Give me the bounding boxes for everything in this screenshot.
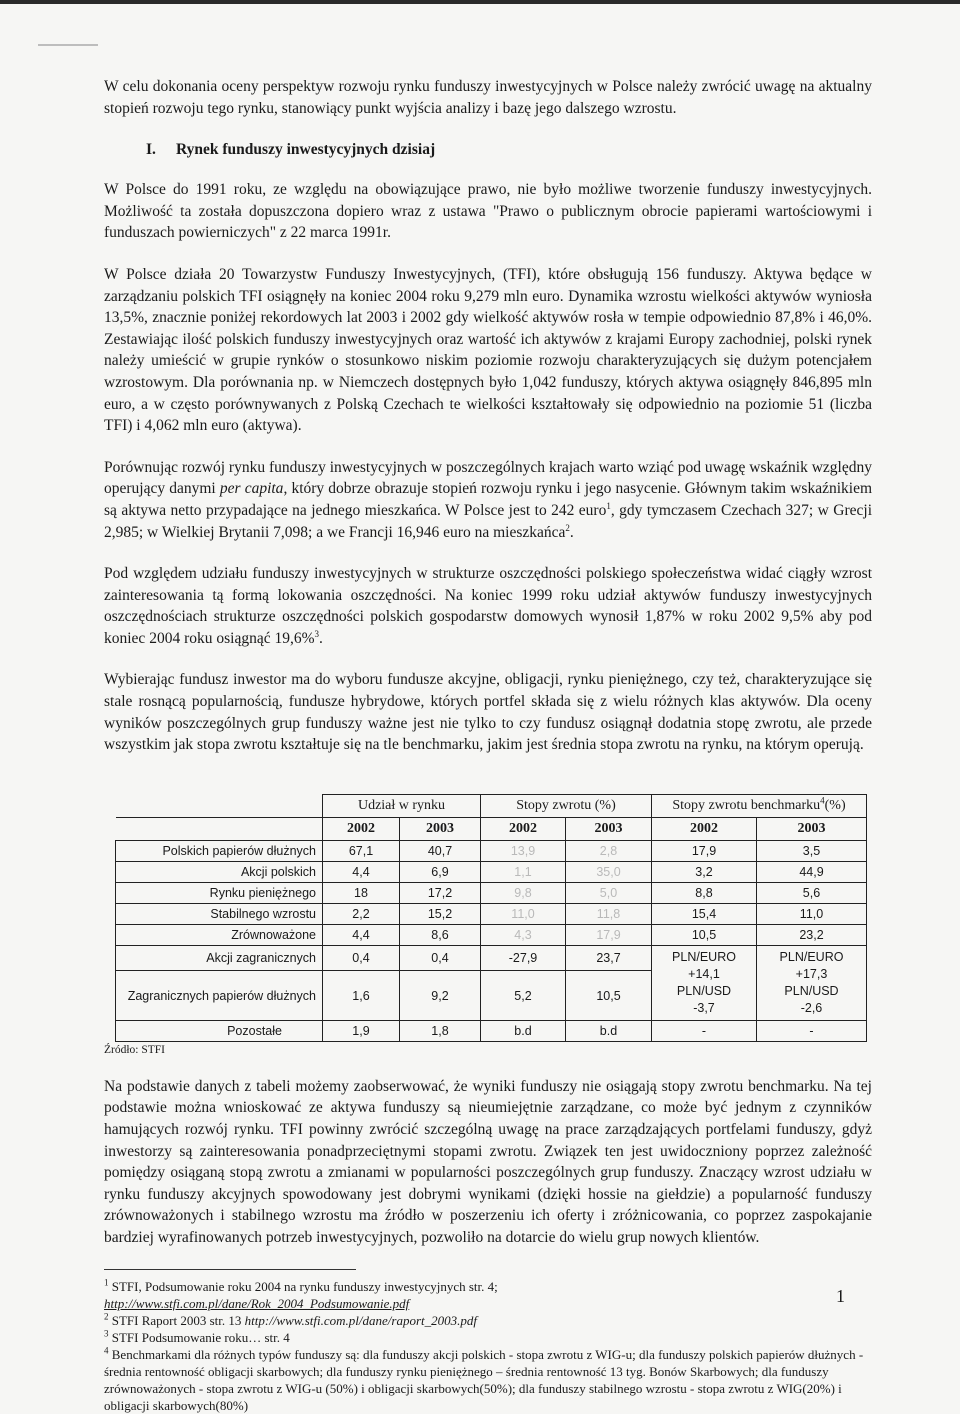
table-cell: 5,0: [566, 882, 652, 903]
table-cell: 10,5: [652, 924, 757, 945]
table-row: [116, 945, 867, 970]
paragraph-2: W Polsce działa 20 Towarzystw Funduszy Inwestycyjnych, (TFI), które obsługują 156 funduszy. Aktywa będące w zarządzaniu polskich TFI osiągnęły na koniec 2004 roku 9,279 mln euro. Dynamika wzrostu wielkości aktywów wyniosła 13,5%, znacznie poniżej rekordowych lat 2003 i 2002 gdy wielkość aktywów rosła w tempie odpowiednio 87,8% i 46,0%. Zestawiając ilość polskich funduszy inwestycyjnych oraz wartość ich aktywów z krajami Europy zachodniej, polski rynek należy umieścić w grupie rynków o stosunkowo niskim poziomie rozwoju charakteryzujących się dużym potencjałem wzrostowym. Dla porównania np. w Niemczech dostępnych było 1,042 funduszy, których aktywa osiągnęły 846,895 mln euro, a w często porównywanych z Polską Czechach te wielkości kształtowały się odpowiednio na poziomie 51 (liczba TFI) i 4,062 mln euro (aktywa).: [104, 265, 872, 435]
footnote-link[interactable]: http://www.stfi.com.pl/dane/raport_2003.pdf: [244, 1312, 477, 1328]
table-cell: 9,8: [481, 882, 566, 903]
row-label: Zrównoważone: [116, 924, 323, 945]
section-title: Rynek funduszy inwestycyjnych dzisiaj: [176, 141, 436, 159]
table-cell: 5,2: [481, 971, 566, 1021]
table-cell: 4,4: [323, 924, 400, 945]
table-cell: 15,2: [400, 903, 481, 924]
table-cell: 18: [323, 882, 400, 903]
table-cell: b.d: [481, 1020, 566, 1041]
table-cell: 44,9: [757, 861, 867, 882]
table-cell: 17,9: [566, 924, 652, 945]
table-cell: 11,0: [757, 903, 867, 924]
intro-paragraph: W celu dokonania oceny perspektyw rozwoju rynku funduszy inwestycyjnych w Polsce należy zwrócić uwagę na aktualny stopień rozwoju tego rynku, stanowiący punkt wyjścia analizy i bazę jego dalszego wzrostu.: [104, 78, 872, 117]
table-cell: 40,7: [400, 840, 481, 861]
table-cell: 10,5: [566, 971, 652, 1021]
table-cell: 4,3: [481, 924, 566, 945]
table-row: [116, 840, 867, 861]
fx-value: -3,7: [693, 1000, 715, 1015]
table-cell: 35,0: [566, 861, 652, 882]
table-cell: 11,8: [566, 903, 652, 924]
footnote-ref-1[interactable]: 1: [606, 500, 611, 511]
p3-text-a: Porównując rozwój rynku funduszy inwestycyjnych w poszczególnych krajach warto wziąć pod uwagę wskaźnik względny operujący danymi: [104, 458, 872, 498]
table-cell: 5,6: [757, 882, 867, 903]
table-cell: 23,2: [757, 924, 867, 945]
p3-text-b: , który dobrze obrazuje stopień rozwoju rynku i jego nasycenie. Głównym takim wskaźnikiem są aktywa netto przypadające na jednego mieszkańca. W Polsce jest to 242 euro: [104, 480, 873, 519]
fx-value: +17,3: [795, 966, 828, 981]
paragraph-6: Na podstawie danych z tabeli możemy zaobserwować, że wyniki funduszy nie osiągają stopy zwrotu benchmarku. Na tej podstawie można wnioskować ze aktywa funduszy są nieumiejętnie zarządzane, co może być jednym z czynników hamujących rozwój rynku. TFI powinny zwrócić szczególną uwagę na prace zarządzających portfelami funduszy, gdyż inwestorzy są zainteresowania ponadprzeciętnymi stopami zwrotu. Związek ten jest uwidoczniony poprzez zależność pomiędzy osiąganą stopą zwrotu a zmianami w popularności poszczególnych grup funduszy. Znaczący wzrost udziału w rynku funduszy akcyjnych spowodowany jest dobrymi wynikami (dzięki hossie na giełdzie) a popularność funduszy zrównoważonych i stabilnego wzrostu ma źródło w poszerzeniu ich oferty i zróżnicowania, co poprzez zaspokajanie bardziej wyrafinowanych potrzeb inwestycyjnych, pozwoliło na dotarcie do wielu grup nowych klientów.: [104, 1077, 872, 1246]
group-header-benchmark: [652, 794, 867, 817]
row-label: Zagranicznych papierów dłużnych: [116, 971, 323, 1021]
table-cell: 2,2: [323, 903, 400, 924]
year-cell: 2002: [481, 817, 566, 840]
table-cell: 8,6: [400, 924, 481, 945]
table-cell: 4,4: [323, 861, 400, 882]
footnote-text: STFI Podsumowanie roku… str. 4: [111, 1329, 290, 1345]
fx-value: +14,1: [688, 966, 720, 981]
footnote-ref-2[interactable]: 2: [565, 522, 570, 533]
footnote-link[interactable]: http://www.stfi.com.pl/dane/Rok_2004_Podsumowanie.pdf: [104, 1295, 410, 1311]
table-cell: 17,9: [652, 840, 757, 861]
table-cell: 0,4: [323, 945, 400, 970]
footnote-divider: [104, 1269, 356, 1270]
benchmark-fx-2002: [652, 945, 757, 1020]
paragraph-3: [104, 457, 872, 543]
footnote-number: 2: [104, 1311, 109, 1322]
paragraph-1: W Polsce do 1991 roku, ze względu na obowiązujące prawo, nie było możliwe tworzenie funduszy inwestycyjnych. Możliwość ta została dopuszczona dopiero wraz z ustawa "Prawo o publicznym obrocie papierami wartościowymi i funduszach powierniczych" z 22 marca 1991r.: [104, 181, 872, 242]
table-source: Źródło: STFI: [104, 1043, 166, 1056]
row-label: Polskich papierów dłużnych: [116, 840, 323, 861]
year-cell: 2002: [323, 817, 400, 840]
section-heading: [146, 139, 872, 161]
year-cell: 2002: [652, 817, 757, 840]
table-cell: 8,8: [652, 882, 757, 903]
row-label: Stabilnego wzrostu: [116, 903, 323, 924]
p3-text-d: .: [569, 523, 574, 541]
year-cell: 2003: [566, 817, 652, 840]
table-cell: 1,8: [400, 1020, 481, 1041]
returns-table: [115, 794, 867, 1042]
footnote-3: [104, 1329, 872, 1346]
table-row: [116, 882, 867, 903]
benchmark-header-unit: (%): [824, 797, 846, 813]
table-row: [116, 861, 867, 882]
table-cell: 1,9: [323, 1020, 400, 1041]
section-number: I.: [146, 141, 156, 159]
table-cell: 3,2: [652, 861, 757, 882]
table-cell: 1,1: [481, 861, 566, 882]
scan-artifact: [38, 44, 98, 46]
table-year-header: [116, 817, 867, 840]
table-cell: 17,2: [400, 882, 481, 903]
table-cell: 0,4: [400, 945, 481, 970]
table-cell: 1,6: [323, 971, 400, 1021]
footnote-ref-4[interactable]: 4: [820, 795, 825, 806]
benchmark-fx-2003: [757, 945, 867, 1020]
table-row: [116, 924, 867, 945]
fx-value: -2,6: [800, 1000, 823, 1015]
footnote-number: 3: [104, 1328, 109, 1339]
table-cell: 2,8: [566, 840, 652, 861]
fx-label: PLN/EURO: [779, 949, 844, 964]
scan-edge: [0, 0, 960, 4]
row-label: Pozostałe: [116, 1020, 323, 1041]
fx-label: PLN/USD: [676, 983, 732, 998]
paragraph-4: [104, 563, 872, 649]
p3-text-c: , gdy tymczasem Czechach 327; w Grecji 2,985; w Wielkiej Brytanii 7,098; a we Francji 16,946 euro na mieszkańca: [104, 501, 873, 541]
fx-label: PLN/EURO: [672, 949, 736, 964]
table-row: [116, 1020, 867, 1041]
group-header-returns: Stopy zwrotu (%): [481, 794, 652, 817]
table-cell: -: [757, 1020, 867, 1041]
table-group-header: [116, 794, 867, 817]
fx-label: PLN/USD: [784, 983, 839, 998]
benchmark-header-text: Stopy zwrotu benchmarku: [672, 797, 821, 813]
footnote-1: [104, 1278, 872, 1312]
footnote-text: STFI, Podsumowanie roku 2004 na rynku funduszy inwestycyjnych str. 4;: [111, 1278, 498, 1294]
footnote-2: [104, 1312, 872, 1329]
footnote-number: 4: [104, 1345, 109, 1356]
table-cell: -27,9: [481, 945, 566, 970]
footnote-text: Benchmarkami dla różnych typów funduszy są: dla funduszy akcji polskich - stopa zwrotu z WIG-u; dla funduszy polskich papierów dłużnych - średnia rentowność obligacji skarbowych; dla funduszy rynku pieniężnego – średnia rentowność 13 tyg. Bonów Skarbowych; dla funduszy zrównoważonych - stopa zwrotu z WIG-u (50%) i obligacji skarbowych(50%); dla funduszy stabilnego wzrostu - stopa zwrotu z WIG(20%) i obligacji skarbowych(80%): [104, 1346, 864, 1413]
paragraph-5: Wybierając fundusz inwestor ma do wyboru fundusze akcyjne, obligacji, rynku pieniężnego, czy też, charakteryzujące się stale rosnącą popularnością, fundusze hybrydowe, których portfel składa się z wielu różnych klas aktywów. Dla oceny wyników poszczególnych grup funduszy ważne jest nie tylko to czy fundusz osiągnął dodatnia stopę zwrotu, ale przede wszystkim jak stopa zwrotu kształtuje się na tle benchmarku, jakim jest średnia stopa zwrotu na rynku, na którym operują.: [104, 671, 872, 754]
group-header-share: Udział w rynku: [323, 794, 481, 817]
footnote-number: 1: [104, 1277, 109, 1288]
p3-italic: per capita: [219, 480, 284, 498]
table-cell: 9,2: [400, 971, 481, 1021]
table-corner: [116, 794, 323, 817]
footnote-ref-3[interactable]: 3: [314, 628, 319, 639]
year-cell: 2003: [400, 817, 481, 840]
table-cell: 67,1: [323, 840, 400, 861]
table-cell: 11,0: [481, 903, 566, 924]
year-cell: 2003: [757, 817, 867, 840]
row-label: Akcji zagranicznych: [116, 945, 323, 970]
table-cell: 13,9: [481, 840, 566, 861]
footnote-text: STFI Raport 2003 str. 13: [111, 1312, 245, 1328]
table-cell: 23,7: [566, 945, 652, 970]
row-label: Akcji polskich: [116, 861, 323, 882]
row-label: Rynku pieniężnego: [116, 882, 323, 903]
table-cell: -: [652, 1020, 757, 1041]
table-cell: 3,5: [757, 840, 867, 861]
p4-text-a: Pod względem udziału funduszy inwestycyjnych w strukturze oszczędności polskiego społeczeństwa widać ciągły wzrost zainteresowania tą formą lokowania oszczędności. Na koniec 1999 roku udział aktywów funduszy inwestycyjnych oszczędnościach strukturze oszczędności polskich gospodarstw domowych wynosił 1,87% w roku 2002 9,5% aby pod koniec 2004 roku osiągnąć 19,6%: [104, 565, 872, 647]
table-cell: 15,4: [652, 903, 757, 924]
p4-text-b: .: [319, 629, 323, 647]
footnote-4: [104, 1346, 872, 1414]
page-number: 1: [836, 1286, 845, 1306]
table-corner-2: [116, 817, 323, 840]
table-row: [116, 903, 867, 924]
table-cell: 6,9: [400, 861, 481, 882]
returns-table-block: [104, 794, 872, 1056]
document-page: [104, 76, 872, 1414]
table-cell: b.d: [566, 1020, 652, 1041]
